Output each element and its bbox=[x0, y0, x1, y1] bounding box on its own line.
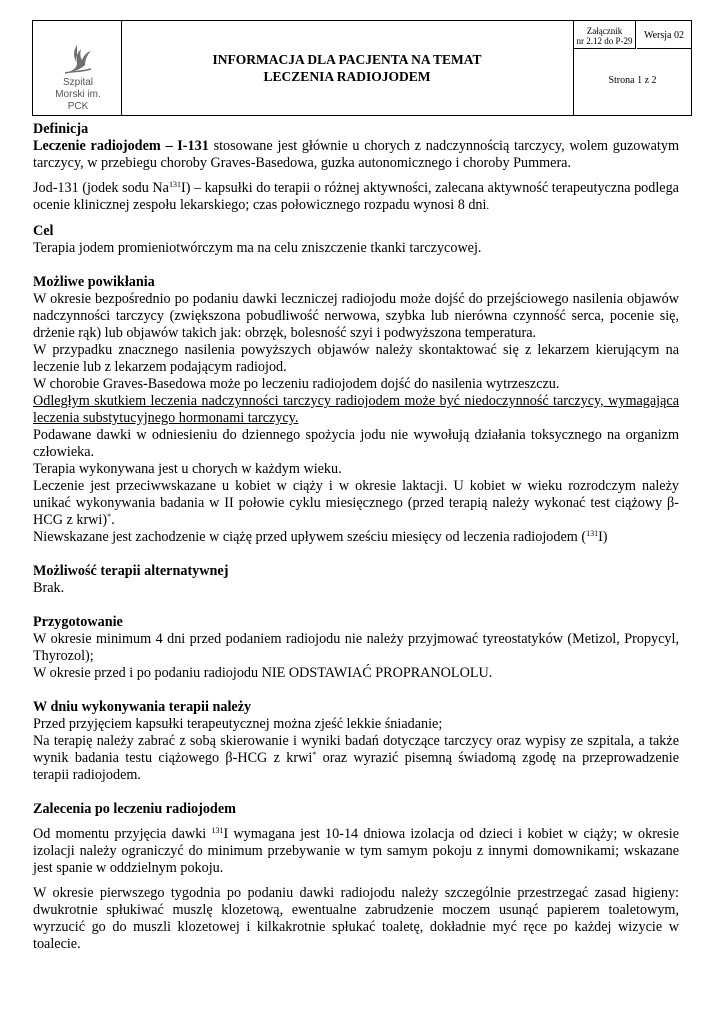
complications-paragraph-1: W okresie bezpośrednio po podaniu dawki leczniczej radiojodu może dojść do przejściowego nasilenia objawów nadczynności tarczycy (zwiększona pobudliwość nerwowa, szybka lub nierówna czynność serca, pocenie się, drżenie rąk) lub objawów takich jak: obrzęk, bolesność szyi i podwyższona temperatura. bbox=[33, 291, 679, 341]
logo-line-1: Szpital bbox=[62, 77, 93, 88]
therapy-day-heading: W dniu wykonywania terapii należy bbox=[33, 699, 252, 715]
definition-paragraph-2: Jod-131 (jodek sodu Na$^{131}$I) – kapsułki do terapii o różnej aktywności, zalecana aktywność terapeutyczna podlega ocenie klinicznej zespołu lekarskiego; czas połowicznego rozpadu wynosi 8 dni. bbox=[33, 180, 679, 213]
complications-heading: Możliwe powikłania bbox=[33, 274, 155, 290]
goal-heading: Cel bbox=[33, 223, 54, 239]
alternative-heading: Możliwość terapii alternatywnej bbox=[33, 563, 229, 579]
definition-text: stosowane jest głównie u chorych z nadczynnością tarczycy, wolem guzowatym tarczycy, w przebiegu choroby Graves-Basedowa, guzka autonomicznego i choroby Pummera. bbox=[33, 138, 679, 171]
logo-text bbox=[47, 77, 109, 113]
complications-paragraph-5: Podawane dawki w odniesieniu do dziennego spożycia jodu nie wywołują działania toksycznego na organizm człowieka. bbox=[33, 427, 679, 460]
title-line-1: INFORMACJA DLA PACJENTA NA TEMAT bbox=[212, 52, 482, 67]
preparation-heading: Przygotowanie bbox=[33, 614, 123, 630]
recommendations-heading: Zalecenia po leczeniu radiojodem bbox=[33, 801, 236, 817]
complications-paragraph-8: Niewskazane jest zachodzenie w ciążę przed upływem sześciu miesięcy od leczenia radiojodem ($^{131}$I) bbox=[33, 529, 608, 545]
document-title bbox=[212, 51, 481, 85]
hospital-logo bbox=[47, 43, 109, 112]
alternative-text: Brak. bbox=[33, 580, 65, 596]
title-line-2: LECZENIA RADIOJODEM bbox=[263, 69, 431, 84]
asterisk: * bbox=[107, 512, 112, 521]
superscript: 131 bbox=[211, 826, 224, 835]
attachment-line-2: nr 2.12 do P-29 bbox=[576, 36, 633, 46]
goal-text: Terapia jodem promieniotwórczym ma na celu zniszczenie tkanki tarczycowej. bbox=[33, 240, 482, 256]
document-body bbox=[33, 121, 679, 953]
attachment-line-1: Załącznik bbox=[586, 26, 623, 36]
therapy-day-paragraph-2: Na terapię należy zabrać z sobą skierowanie i wyniki badań dotyczące tarczycy oraz wypisy ze szpitala, a także wynik badania testu ciążowego β-HCG z krwi* oraz wyrazić pisemną świadomą zgodę na przeprowadzenie terapii radiojodem. bbox=[33, 733, 679, 783]
title-cell bbox=[121, 21, 574, 115]
version-label: Wersja 02 bbox=[637, 21, 691, 49]
definition-term: Leczenie radiojodem – I-131 bbox=[33, 138, 209, 154]
superscript: 131 bbox=[586, 529, 599, 538]
definition-paragraph-1 bbox=[33, 138, 679, 172]
recommendations-paragraph-1: Od momentu przyjęcia dawki $^{131}$I wymagana jest 10-14 dniowa izolacja od dzieci i kobiet w ciąży; w okresie izolacji należy ograniczyć do minimum przebywanie w tym samym pokoju z innymi domownikami; wskazane jest spanie w oddzielnym pokoju. bbox=[33, 826, 679, 876]
complications-paragraph-2: W przypadku znacznego nasilenia powyższych objawów należy skontaktować się z lekarzem kierującym na leczenie lub z lekarzem podającym radiojod. bbox=[33, 342, 679, 375]
asterisk: * bbox=[312, 750, 317, 759]
complications-paragraph-3: W chorobie Graves-Basedowa może po leczeniu radiojodem dojść do nasilenia wytrzeszczu. bbox=[33, 376, 560, 392]
definition-heading: Definicja bbox=[33, 121, 89, 137]
superscript: 131 bbox=[168, 180, 181, 189]
bird-icon bbox=[47, 43, 109, 77]
preparation-paragraph-1: W okresie minimum 4 dni przed podaniem radiojodu nie należy przyjmować tyreostatyków (Metizol, Propycyl, Thyrozol); bbox=[33, 631, 679, 664]
complications-paragraph-7: Leczenie jest przeciwwskazane u kobiet w ciąży i w okresie laktacji. U kobiet w wieku rozrodczym należy unikać wykonywania badania w II połowie cyklu miesięcznego (przed terapią należy wykonać test ciążowy β-HCG z krwi)*. bbox=[33, 478, 679, 528]
complications-paragraph-6: Terapia wykonywana jest u chorych w każdym wieku. bbox=[33, 461, 342, 477]
complications-paragraph-4: Odległym skutkiem leczenia nadczynności tarczycy radiojodem może być niedoczynność tarczycy, wymagająca leczenia substytucyjnego hormonami tarczycy. bbox=[33, 393, 679, 426]
recommendations-paragraph-2: W okresie pierwszego tygodnia po podaniu dawki radiojodu należy szczególnie przestrzegać zasad higieny: dwukrotnie spłukiwać muszlę klozetową, ewentualne zabrudzenie moczem usunąć papierem toaletowym, wyrzucić go do muszli klozetowej i kilkakrotnie spłukać toaletę, dokładnie myć ręce po każdej wizycie w toalecie. bbox=[33, 885, 679, 952]
document-header bbox=[32, 20, 692, 116]
logo-cell bbox=[33, 21, 122, 115]
preparation-paragraph-2: W okresie przed i po podaniu radiojodu NIE ODSTAWIAĆ PROPRANOLOLU. bbox=[33, 665, 493, 681]
attachment-number bbox=[574, 21, 636, 49]
page-number: Strona 1 z 2 bbox=[608, 75, 657, 86]
logo-line-2: Morski im. PCK bbox=[55, 89, 101, 112]
therapy-day-paragraph-1: Przed przyjęciem kapsułki terapeutycznej można zjeść lekkie śniadanie; bbox=[33, 716, 443, 732]
